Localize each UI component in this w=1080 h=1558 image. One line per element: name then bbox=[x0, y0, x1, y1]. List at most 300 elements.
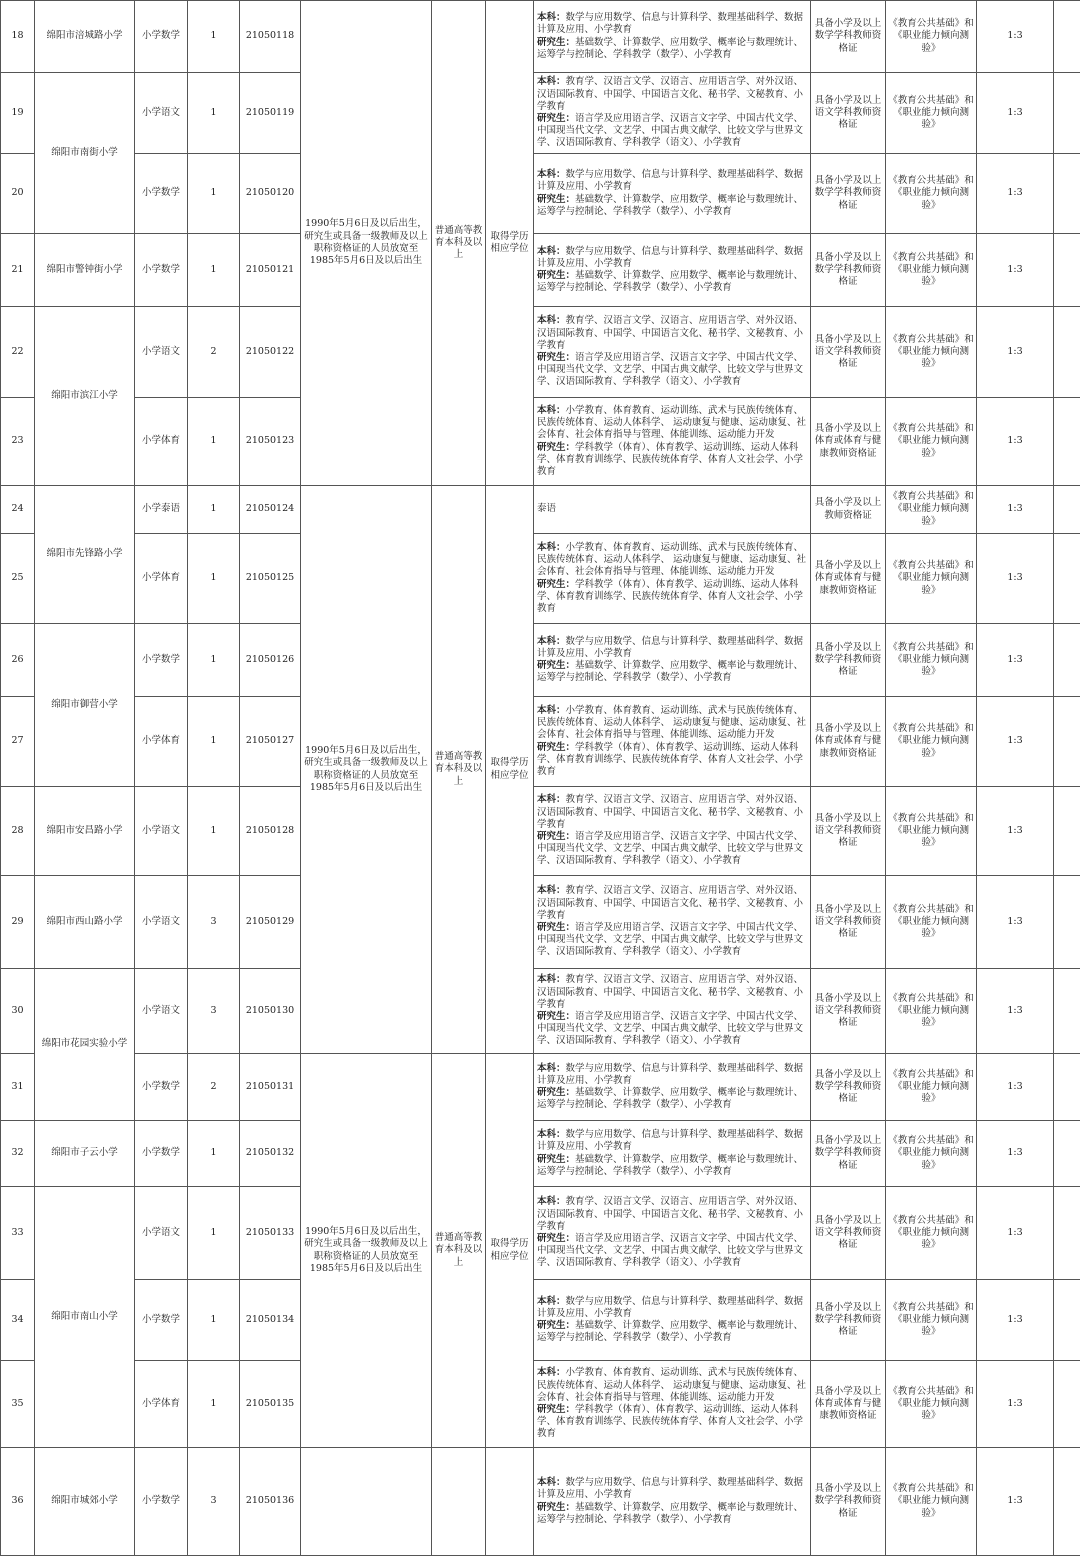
table-row bbox=[1, 876, 1080, 969]
degree-level-label: 本科： bbox=[537, 1062, 566, 1074]
major-list: 数学与应用数学、信息与计算科学、数理基础科学、数据计算及应用、小学教育 bbox=[537, 169, 804, 193]
row-number: 32 bbox=[1, 1121, 35, 1187]
hiring-count: 1 bbox=[188, 1187, 240, 1280]
major-list: 数学与应用数学、信息与计算科学、数理基础科学、数据计算及应用、小学教育 bbox=[537, 1295, 804, 1319]
position-name: 小学语文 bbox=[135, 787, 188, 876]
major-line bbox=[537, 1196, 807, 1233]
exam-subjects: 《教育公共基础》和《职业能力倾向测验》 bbox=[886, 154, 977, 234]
table-row bbox=[1, 1361, 1080, 1448]
row-number: 20 bbox=[1, 154, 35, 234]
row-number: 34 bbox=[1, 1280, 35, 1361]
position-code: 21050131 bbox=[240, 1054, 301, 1121]
position-code: 21050124 bbox=[240, 486, 301, 534]
major-requirement bbox=[534, 1187, 811, 1280]
interview-ratio: 1:3 bbox=[977, 969, 1054, 1054]
row-number: 29 bbox=[1, 876, 35, 969]
school-name: 绵阳市花园实验小学 bbox=[35, 969, 135, 1121]
degree-level-label: 研究生： bbox=[537, 741, 576, 753]
major-requirement bbox=[534, 1054, 811, 1121]
major-list: 泰语 bbox=[537, 503, 557, 515]
major-requirement bbox=[534, 154, 811, 234]
position-name: 小学语文 bbox=[135, 1187, 188, 1280]
position-code: 21050119 bbox=[240, 73, 301, 154]
position-name: 小学数学 bbox=[135, 154, 188, 234]
major-list: 基础数学、计算数学、应用数学、概率论与数理统计、运筹学与控制论、学科教学（数学）、小学教育 bbox=[537, 1501, 804, 1525]
major-requirement bbox=[534, 1448, 811, 1556]
major-list: 学科教学（体育）、体育教学、运动训练、运动人体科学、体育教育训练学、民族传统体育学、体育人文社会学、小学教育 bbox=[537, 741, 804, 777]
table-row bbox=[1, 398, 1080, 486]
degree-level-label: 本科： bbox=[537, 704, 566, 716]
major-line bbox=[537, 76, 807, 113]
major-line bbox=[537, 405, 807, 442]
major-list: 语言学及应用语言学、汉语言文字学、中国古代文学、中国现当代文学、文艺学、中国古典文献学、比较文学与世界文学、汉语国际教育、学科教学（语文）、小学教育 bbox=[537, 1011, 804, 1047]
row-number: 26 bbox=[1, 624, 35, 697]
major-line bbox=[537, 1296, 807, 1320]
remarks-cell bbox=[1054, 73, 1080, 154]
certificate-requirement: 具备小学及以上语文学科教师资格证 bbox=[811, 876, 886, 969]
major-list: 基础数学、计算数学、应用数学、概率论与数理统计、运筹学与控制论、学科教学（数学）、小学教育 bbox=[537, 270, 804, 294]
certificate-requirement: 具备小学及以上数学学科教师资格证 bbox=[811, 234, 886, 307]
table-body bbox=[1, 1, 1080, 1556]
major-list: 基础数学、计算数学、应用数学、概率论与数理统计、运筹学与控制论、学科教学（数学）、小学教育 bbox=[537, 660, 804, 684]
hiring-count: 3 bbox=[188, 876, 240, 969]
hiring-count: 1 bbox=[188, 486, 240, 534]
school-name: 绵阳市城郊小学 bbox=[35, 1448, 135, 1556]
interview-ratio: 1:3 bbox=[977, 1054, 1054, 1121]
hiring-count: 1 bbox=[188, 1121, 240, 1187]
remarks-cell bbox=[1054, 154, 1080, 234]
age-requirement bbox=[301, 1448, 432, 1556]
major-list: 数学与应用数学、信息与计算科学、数理基础科学、数据计算及应用、小学教育 bbox=[537, 1129, 804, 1153]
position-code: 21050120 bbox=[240, 154, 301, 234]
table-row bbox=[1, 969, 1080, 1054]
position-code: 21050128 bbox=[240, 787, 301, 876]
school-name: 绵阳市警钟街小学 bbox=[35, 234, 135, 307]
major-requirement bbox=[534, 234, 811, 307]
major-line bbox=[537, 1477, 807, 1501]
position-code: 21050123 bbox=[240, 398, 301, 486]
major-line bbox=[537, 579, 807, 616]
degree-level-label: 本科： bbox=[537, 169, 566, 181]
certificate-requirement: 具备小学及以上体育或体育与健康教师资格证 bbox=[811, 398, 886, 486]
major-line bbox=[537, 1233, 807, 1270]
interview-ratio: 1:3 bbox=[977, 876, 1054, 969]
exam-subjects: 《教育公共基础》和《职业能力倾向测验》 bbox=[886, 234, 977, 307]
remarks-cell bbox=[1054, 1187, 1080, 1280]
degree-level-label: 研究生： bbox=[537, 831, 576, 842]
degree-level-label: 本科： bbox=[537, 974, 566, 986]
row-number: 30 bbox=[1, 969, 35, 1054]
exam-subjects: 《教育公共基础》和《职业能力倾向测验》 bbox=[886, 307, 977, 398]
remarks-cell bbox=[1054, 1448, 1080, 1556]
school-name: 绵阳市南山小学 bbox=[35, 1187, 135, 1448]
table-row bbox=[1, 486, 1080, 534]
hiring-count: 2 bbox=[188, 307, 240, 398]
major-list: 教育学、汉语言文学、汉语言、应用语言学、对外汉语、汉语国际教育、中国学、中国语言文化、秘书学、文秘教育、小学教育 bbox=[537, 1196, 804, 1232]
table-row bbox=[1, 1054, 1080, 1121]
degree-level-label: 研究生： bbox=[537, 1501, 576, 1513]
degree-level-label: 研究生： bbox=[537, 660, 576, 671]
major-requirement bbox=[534, 1280, 811, 1361]
major-list: 教育学、汉语言文学、汉语言、应用语言学、对外汉语、汉语国际教育、中国学、中国语言文化、秘书学、文秘教育、小学教育 bbox=[537, 794, 804, 830]
major-requirement bbox=[534, 398, 811, 486]
interview-ratio: 1:3 bbox=[977, 787, 1054, 876]
exam-subjects: 《教育公共基础》和《职业能力倾向测验》 bbox=[886, 486, 977, 534]
education-requirement: 普通高等教育本科及以上 bbox=[432, 486, 486, 1054]
major-list: 数学与应用数学、信息与计算科学、数理基础科学、数据计算及应用、小学教育 bbox=[537, 1477, 804, 1501]
interview-ratio: 1:3 bbox=[977, 154, 1054, 234]
major-list: 教育学、汉语言文学、汉语言、应用语言学、对外汉语、汉语国际教育、中国学、中国语言文化、秘书学、文秘教育、小学教育 bbox=[537, 885, 804, 921]
remarks-cell bbox=[1054, 307, 1080, 398]
degree-level-label: 本科： bbox=[537, 12, 566, 24]
row-number: 31 bbox=[1, 1054, 35, 1121]
major-list: 基础数学、计算数学、应用数学、概率论与数理统计、运筹学与控制论、学科教学（数学）、小学教育 bbox=[537, 36, 804, 60]
major-line bbox=[537, 315, 807, 352]
table-row bbox=[1, 154, 1080, 234]
position-name: 小学数学 bbox=[135, 1, 188, 73]
table-row bbox=[1, 1, 1080, 73]
row-number: 28 bbox=[1, 787, 35, 876]
position-code: 21050133 bbox=[240, 1187, 301, 1280]
major-line bbox=[537, 169, 807, 193]
remarks-cell bbox=[1054, 787, 1080, 876]
row-number: 23 bbox=[1, 398, 35, 486]
interview-ratio: 1:3 bbox=[977, 307, 1054, 398]
major-line bbox=[537, 922, 807, 959]
major-line bbox=[537, 974, 807, 1011]
degree-requirement bbox=[486, 1448, 534, 1556]
major-line bbox=[537, 442, 807, 479]
major-list: 小学教育、体育教育、运动训练、武术与民族传统体育、民族传统体育、运动人体科学、 运动康复与健康、运动康复、社会体育、社会体育指导与管理、体能训练、运动能力开发 bbox=[537, 541, 807, 578]
major-line bbox=[537, 542, 807, 579]
major-line bbox=[537, 1087, 807, 1111]
interview-ratio: 1:3 bbox=[977, 1448, 1054, 1556]
row-number: 35 bbox=[1, 1361, 35, 1448]
position-name: 小学数学 bbox=[135, 1121, 188, 1187]
exam-subjects: 《教育公共基础》和《职业能力倾向测验》 bbox=[886, 1280, 977, 1361]
major-list: 数学与应用数学、信息与计算科学、数理基础科学、数据计算及应用、小学教育 bbox=[537, 1062, 804, 1086]
major-list: 数学与应用数学、信息与计算科学、数理基础科学、数据计算及应用、小学教育 bbox=[537, 12, 804, 36]
position-code: 21050125 bbox=[240, 534, 301, 624]
certificate-requirement: 具备小学及以上数学学科教师资格证 bbox=[811, 1280, 886, 1361]
table-row bbox=[1, 787, 1080, 876]
major-requirement bbox=[534, 624, 811, 697]
table-row bbox=[1, 73, 1080, 154]
major-line bbox=[537, 194, 807, 218]
certificate-requirement: 具备小学及以上数学学科教师资格证 bbox=[811, 1, 886, 73]
hiring-count: 1 bbox=[188, 1280, 240, 1361]
school-name: 绵阳市御营小学 bbox=[35, 624, 135, 787]
school-name: 绵阳市安昌路小学 bbox=[35, 787, 135, 876]
position-code: 21050135 bbox=[240, 1361, 301, 1448]
degree-level-label: 本科： bbox=[537, 76, 566, 88]
row-number: 22 bbox=[1, 307, 35, 398]
remarks-cell bbox=[1054, 624, 1080, 697]
degree-level-label: 本科： bbox=[537, 1477, 566, 1489]
major-line bbox=[537, 636, 807, 660]
degree-level-label: 研究生： bbox=[537, 270, 576, 281]
position-code: 21050127 bbox=[240, 697, 301, 787]
major-list: 数学与应用数学、信息与计算科学、数理基础科学、数据计算及应用、小学教育 bbox=[537, 635, 804, 659]
row-number: 33 bbox=[1, 1187, 35, 1280]
degree-level-label: 研究生： bbox=[537, 441, 576, 453]
interview-ratio: 1:3 bbox=[977, 73, 1054, 154]
certificate-requirement: 具备小学及以上数学学科教师资格证 bbox=[811, 1448, 886, 1556]
school-name: 绵阳市涪城路小学 bbox=[35, 1, 135, 73]
major-list: 基础数学、计算数学、应用数学、概率论与数理统计、运筹学与控制论、学科教学（数学）、小学教育 bbox=[537, 193, 804, 217]
school-name: 绵阳市子云小学 bbox=[35, 1121, 135, 1187]
major-requirement bbox=[534, 486, 811, 534]
interview-ratio: 1:3 bbox=[977, 486, 1054, 534]
major-line bbox=[537, 794, 807, 831]
remarks-cell bbox=[1054, 1054, 1080, 1121]
degree-level-label: 研究生： bbox=[537, 1011, 576, 1022]
major-requirement bbox=[534, 787, 811, 876]
position-code: 21050130 bbox=[240, 969, 301, 1054]
exam-subjects: 《教育公共基础》和《职业能力倾向测验》 bbox=[886, 1187, 977, 1280]
position-name: 小学语文 bbox=[135, 307, 188, 398]
major-list: 语言学及应用语言学、汉语言文字学、中国古代文学、中国现当代文学、文艺学、中国古典文献学、比较文学与世界文学、汉语国际教育、学科教学（语文）、小学教育 bbox=[537, 113, 804, 149]
degree-level-label: 本科： bbox=[537, 315, 566, 327]
position-code: 21050118 bbox=[240, 1, 301, 73]
position-name: 小学语文 bbox=[135, 876, 188, 969]
certificate-requirement: 具备小学及以上数学学科教师资格证 bbox=[811, 1121, 886, 1187]
degree-level-label: 研究生： bbox=[537, 113, 576, 124]
major-list: 学科教学（体育）、体育教学、运动训练、运动人体科学、体育教育训练学、民族传统体育学、体育人文社会学、小学教育 bbox=[537, 1404, 804, 1440]
degree-level-label: 研究生： bbox=[537, 1087, 576, 1098]
major-list: 基础数学、计算数学、应用数学、概率论与数理统计、运筹学与控制论、学科教学（数学）、小学教育 bbox=[537, 1087, 804, 1111]
major-line bbox=[537, 1154, 807, 1178]
hiring-count: 1 bbox=[188, 154, 240, 234]
interview-ratio: 1:3 bbox=[977, 534, 1054, 624]
major-list: 基础数学、计算数学、应用数学、概率论与数理统计、运筹学与控制论、学科教学（数学）、小学教育 bbox=[537, 1320, 804, 1344]
degree-level-label: 研究生： bbox=[537, 1233, 576, 1244]
education-requirement bbox=[432, 1448, 486, 1556]
major-requirement bbox=[534, 534, 811, 624]
exam-subjects: 《教育公共基础》和《职业能力倾向测验》 bbox=[886, 1054, 977, 1121]
hiring-count: 3 bbox=[188, 969, 240, 1054]
degree-level-label: 研究生： bbox=[537, 1404, 576, 1415]
position-name: 小学数学 bbox=[135, 1280, 188, 1361]
exam-subjects: 《教育公共基础》和《职业能力倾向测验》 bbox=[886, 1121, 977, 1187]
degree-requirement: 取得学历相应学位 bbox=[486, 1, 534, 486]
age-requirement: 1990年5月6日及以后出生，研究生或具备一级教师及以上职称资格证的人员放宽至1985年5月6日及以后出生 bbox=[301, 486, 432, 1054]
major-list: 教育学、汉语言文学、汉语言、应用语言学、对外汉语、汉语国际教育、中国学、中国语言文化、秘书学、文秘教育、小学教育 bbox=[537, 76, 804, 112]
table-row bbox=[1, 307, 1080, 398]
interview-ratio: 1:3 bbox=[977, 1280, 1054, 1361]
certificate-requirement: 具备小学及以上语文学科教师资格证 bbox=[811, 969, 886, 1054]
major-line bbox=[537, 1404, 807, 1441]
major-line bbox=[537, 1129, 807, 1153]
position-code: 21050134 bbox=[240, 1280, 301, 1361]
remarks-cell bbox=[1054, 1121, 1080, 1187]
position-name: 小学数学 bbox=[135, 624, 188, 697]
remarks-cell bbox=[1054, 234, 1080, 307]
major-line bbox=[537, 113, 807, 150]
degree-level-label: 本科： bbox=[537, 1295, 566, 1307]
major-requirement bbox=[534, 1361, 811, 1448]
certificate-requirement: 具备小学及以上语文学科教师资格证 bbox=[811, 787, 886, 876]
position-code: 21050121 bbox=[240, 234, 301, 307]
interview-ratio: 1:3 bbox=[977, 1361, 1054, 1448]
hiring-count: 1 bbox=[188, 697, 240, 787]
major-line bbox=[537, 1063, 807, 1087]
major-line bbox=[537, 1502, 807, 1526]
position-name: 小学体育 bbox=[135, 398, 188, 486]
position-name: 小学语文 bbox=[135, 73, 188, 154]
exam-subjects: 《教育公共基础》和《职业能力倾向测验》 bbox=[886, 534, 977, 624]
hiring-count: 1 bbox=[188, 234, 240, 307]
certificate-requirement: 具备小学及以上体育或体育与健康教师资格证 bbox=[811, 697, 886, 787]
school-name: 绵阳市滨江小学 bbox=[35, 307, 135, 486]
degree-level-label: 本科： bbox=[537, 885, 566, 897]
degree-level-label: 研究生： bbox=[537, 352, 576, 363]
major-line bbox=[537, 831, 807, 868]
certificate-requirement: 具备小学及以上语文学科教师资格证 bbox=[811, 1187, 886, 1280]
remarks-cell bbox=[1054, 1280, 1080, 1361]
major-line bbox=[537, 742, 807, 779]
position-name: 小学数学 bbox=[135, 234, 188, 307]
certificate-requirement: 具备小学及以上数学学科教师资格证 bbox=[811, 154, 886, 234]
certificate-requirement: 具备小学及以上数学学科教师资格证 bbox=[811, 624, 886, 697]
degree-level-label: 研究生： bbox=[537, 922, 576, 933]
age-requirement: 1990年5月6日及以后出生，研究生或具备一级教师及以上职称资格证的人员放宽至1985年5月6日及以后出生 bbox=[301, 1054, 432, 1448]
school-name: 绵阳市先锋路小学 bbox=[35, 486, 135, 624]
degree-requirement: 取得学历相应学位 bbox=[486, 1054, 534, 1448]
row-number: 36 bbox=[1, 1448, 35, 1556]
degree-level-label: 研究生： bbox=[537, 1320, 576, 1331]
position-code: 21050132 bbox=[240, 1121, 301, 1187]
exam-subjects: 《教育公共基础》和《职业能力倾向测验》 bbox=[886, 624, 977, 697]
exam-subjects: 《教育公共基础》和《职业能力倾向测验》 bbox=[886, 1448, 977, 1556]
row-number: 18 bbox=[1, 1, 35, 73]
major-requirement bbox=[534, 307, 811, 398]
major-line bbox=[537, 660, 807, 684]
interview-ratio: 1:3 bbox=[977, 398, 1054, 486]
certificate-requirement: 具备小学及以上体育或体育与健康教师资格证 bbox=[811, 534, 886, 624]
hiring-count: 1 bbox=[188, 534, 240, 624]
major-line bbox=[537, 1320, 807, 1344]
major-list: 学科教学（体育）、体育教学、运动训练、运动人体科学、体育教育训练学、民族传统体育学、体育人文社会学、小学教育 bbox=[537, 578, 804, 614]
interview-ratio: 1:3 bbox=[977, 697, 1054, 787]
table-row bbox=[1, 1448, 1080, 1556]
certificate-requirement: 具备小学及以上语文学科教师资格证 bbox=[811, 73, 886, 154]
remarks-cell bbox=[1054, 1, 1080, 73]
major-list: 语言学及应用语言学、汉语言文字学、中国古代文学、中国现当代文学、文艺学、中国古典文献学、比较文学与世界文学、汉语国际教育、学科教学（语文）、小学教育 bbox=[537, 831, 804, 867]
table-row bbox=[1, 624, 1080, 697]
remarks-cell bbox=[1054, 876, 1080, 969]
degree-level-label: 本科： bbox=[537, 1129, 566, 1141]
position-code: 21050129 bbox=[240, 876, 301, 969]
major-list: 小学教育、体育教育、运动训练、武术与民族传统体育、民族传统体育、运动人体科学、 运动康复与健康、运动康复、社会体育、社会体育指导与管理、体能训练、运动能力开发 bbox=[537, 1367, 807, 1403]
school-name: 绵阳市南街小学 bbox=[35, 73, 135, 234]
major-line bbox=[537, 246, 807, 270]
major-list: 小学教育、体育教育、运动训练、武术与民族传统体育、民族传统体育、运动人体科学、 运动康复与健康、运动康复、社会体育、社会体育指导与管理、体能训练、运动能力开发 bbox=[537, 404, 807, 441]
row-number: 21 bbox=[1, 234, 35, 307]
position-name: 小学体育 bbox=[135, 1361, 188, 1448]
row-number: 25 bbox=[1, 534, 35, 624]
exam-subjects: 《教育公共基础》和《职业能力倾向测验》 bbox=[886, 697, 977, 787]
degree-level-label: 本科： bbox=[537, 1196, 566, 1208]
position-name: 小学语文 bbox=[135, 969, 188, 1054]
degree-level-label: 研究生： bbox=[537, 193, 576, 205]
major-list: 教育学、汉语言文学、汉语言、应用语言学、对外汉语、汉语国际教育、中国学、中国语言文化、秘书学、文秘教育、小学教育 bbox=[537, 315, 804, 351]
hiring-count: 1 bbox=[188, 624, 240, 697]
major-list: 教育学、汉语言文学、汉语言、应用语言学、对外汉语、汉语国际教育、中国学、中国语言文化、秘书学、文秘教育、小学教育 bbox=[537, 974, 804, 1010]
degree-level-label: 本科： bbox=[537, 1367, 566, 1379]
major-requirement bbox=[534, 876, 811, 969]
major-requirement bbox=[534, 73, 811, 154]
major-list: 语言学及应用语言学、汉语言文字学、中国古代文学、中国现当代文学、文艺学、中国古典文献学、比较文学与世界文学、汉语国际教育、学科教学（语文）、小学教育 bbox=[537, 352, 804, 388]
hiring-count: 1 bbox=[188, 73, 240, 154]
degree-level-label: 研究生： bbox=[537, 1153, 576, 1165]
remarks-cell bbox=[1054, 398, 1080, 486]
interview-ratio: 1:3 bbox=[977, 624, 1054, 697]
position-name: 小学泰语 bbox=[135, 486, 188, 534]
interview-ratio: 1:3 bbox=[977, 234, 1054, 307]
major-requirement bbox=[534, 1121, 811, 1187]
education-requirement: 普通高等教育本科及以上 bbox=[432, 1054, 486, 1448]
school-name: 绵阳市西山路小学 bbox=[35, 876, 135, 969]
degree-level-label: 本科： bbox=[537, 245, 566, 257]
major-line bbox=[537, 1367, 807, 1404]
major-list: 学科教学（体育）、体育教学、运动训练、运动人体科学、体育教育训练学、民族传统体育学、体育人文社会学、小学教育 bbox=[537, 441, 804, 477]
row-number: 27 bbox=[1, 697, 35, 787]
major-line bbox=[537, 352, 807, 389]
table-row bbox=[1, 697, 1080, 787]
exam-subjects: 《教育公共基础》和《职业能力倾向测验》 bbox=[886, 969, 977, 1054]
major-list: 小学教育、体育教育、运动训练、武术与民族传统体育、民族传统体育、运动人体科学、 运动康复与健康、运动康复、社会体育、社会体育指导与管理、体能训练、运动能力开发 bbox=[537, 704, 807, 741]
interview-ratio: 1:3 bbox=[977, 1187, 1054, 1280]
row-number: 24 bbox=[1, 486, 35, 534]
major-requirement bbox=[534, 697, 811, 787]
hiring-count: 2 bbox=[188, 1054, 240, 1121]
major-line bbox=[537, 37, 807, 61]
major-list: 语言学及应用语言学、汉语言文字学、中国古代文学、中国现当代文学、文艺学、中国古典文献学、比较文学与世界文学、汉语国际教育、学科教学（语文）、小学教育 bbox=[537, 922, 804, 958]
row-number: 19 bbox=[1, 73, 35, 154]
degree-level-label: 本科： bbox=[537, 404, 566, 416]
remarks-cell bbox=[1054, 969, 1080, 1054]
exam-subjects: 《教育公共基础》和《职业能力倾向测验》 bbox=[886, 1361, 977, 1448]
major-requirement bbox=[534, 1, 811, 73]
hiring-count: 1 bbox=[188, 787, 240, 876]
degree-requirement: 取得学历相应学位 bbox=[486, 486, 534, 1054]
position-code: 21050136 bbox=[240, 1448, 301, 1556]
interview-ratio: 1:3 bbox=[977, 1, 1054, 73]
table-row bbox=[1, 534, 1080, 624]
major-line bbox=[537, 270, 807, 294]
remarks-cell bbox=[1054, 534, 1080, 624]
certificate-requirement: 具备小学及以上体育或体育与健康教师资格证 bbox=[811, 1361, 886, 1448]
major-list: 语言学及应用语言学、汉语言文字学、中国古代文学、中国现当代文学、文艺学、中国古典文献学、比较文学与世界文学、汉语国际教育、学科教学（语文）、小学教育 bbox=[537, 1233, 804, 1269]
hiring-count: 3 bbox=[188, 1448, 240, 1556]
degree-level-label: 本科： bbox=[537, 541, 566, 553]
degree-level-label: 研究生： bbox=[537, 36, 576, 48]
remarks-cell bbox=[1054, 486, 1080, 534]
position-name: 小学数学 bbox=[135, 1448, 188, 1556]
major-line bbox=[537, 1011, 807, 1048]
major-list: 数学与应用数学、信息与计算科学、数理基础科学、数据计算及应用、小学教育 bbox=[537, 245, 804, 269]
remarks-cell bbox=[1054, 697, 1080, 787]
table-row bbox=[1, 1280, 1080, 1361]
major-line bbox=[537, 12, 807, 36]
degree-level-label: 本科： bbox=[537, 635, 566, 647]
position-code: 21050126 bbox=[240, 624, 301, 697]
major-requirement bbox=[534, 969, 811, 1054]
table-row bbox=[1, 1187, 1080, 1280]
table-row bbox=[1, 234, 1080, 307]
hiring-count: 1 bbox=[188, 1361, 240, 1448]
